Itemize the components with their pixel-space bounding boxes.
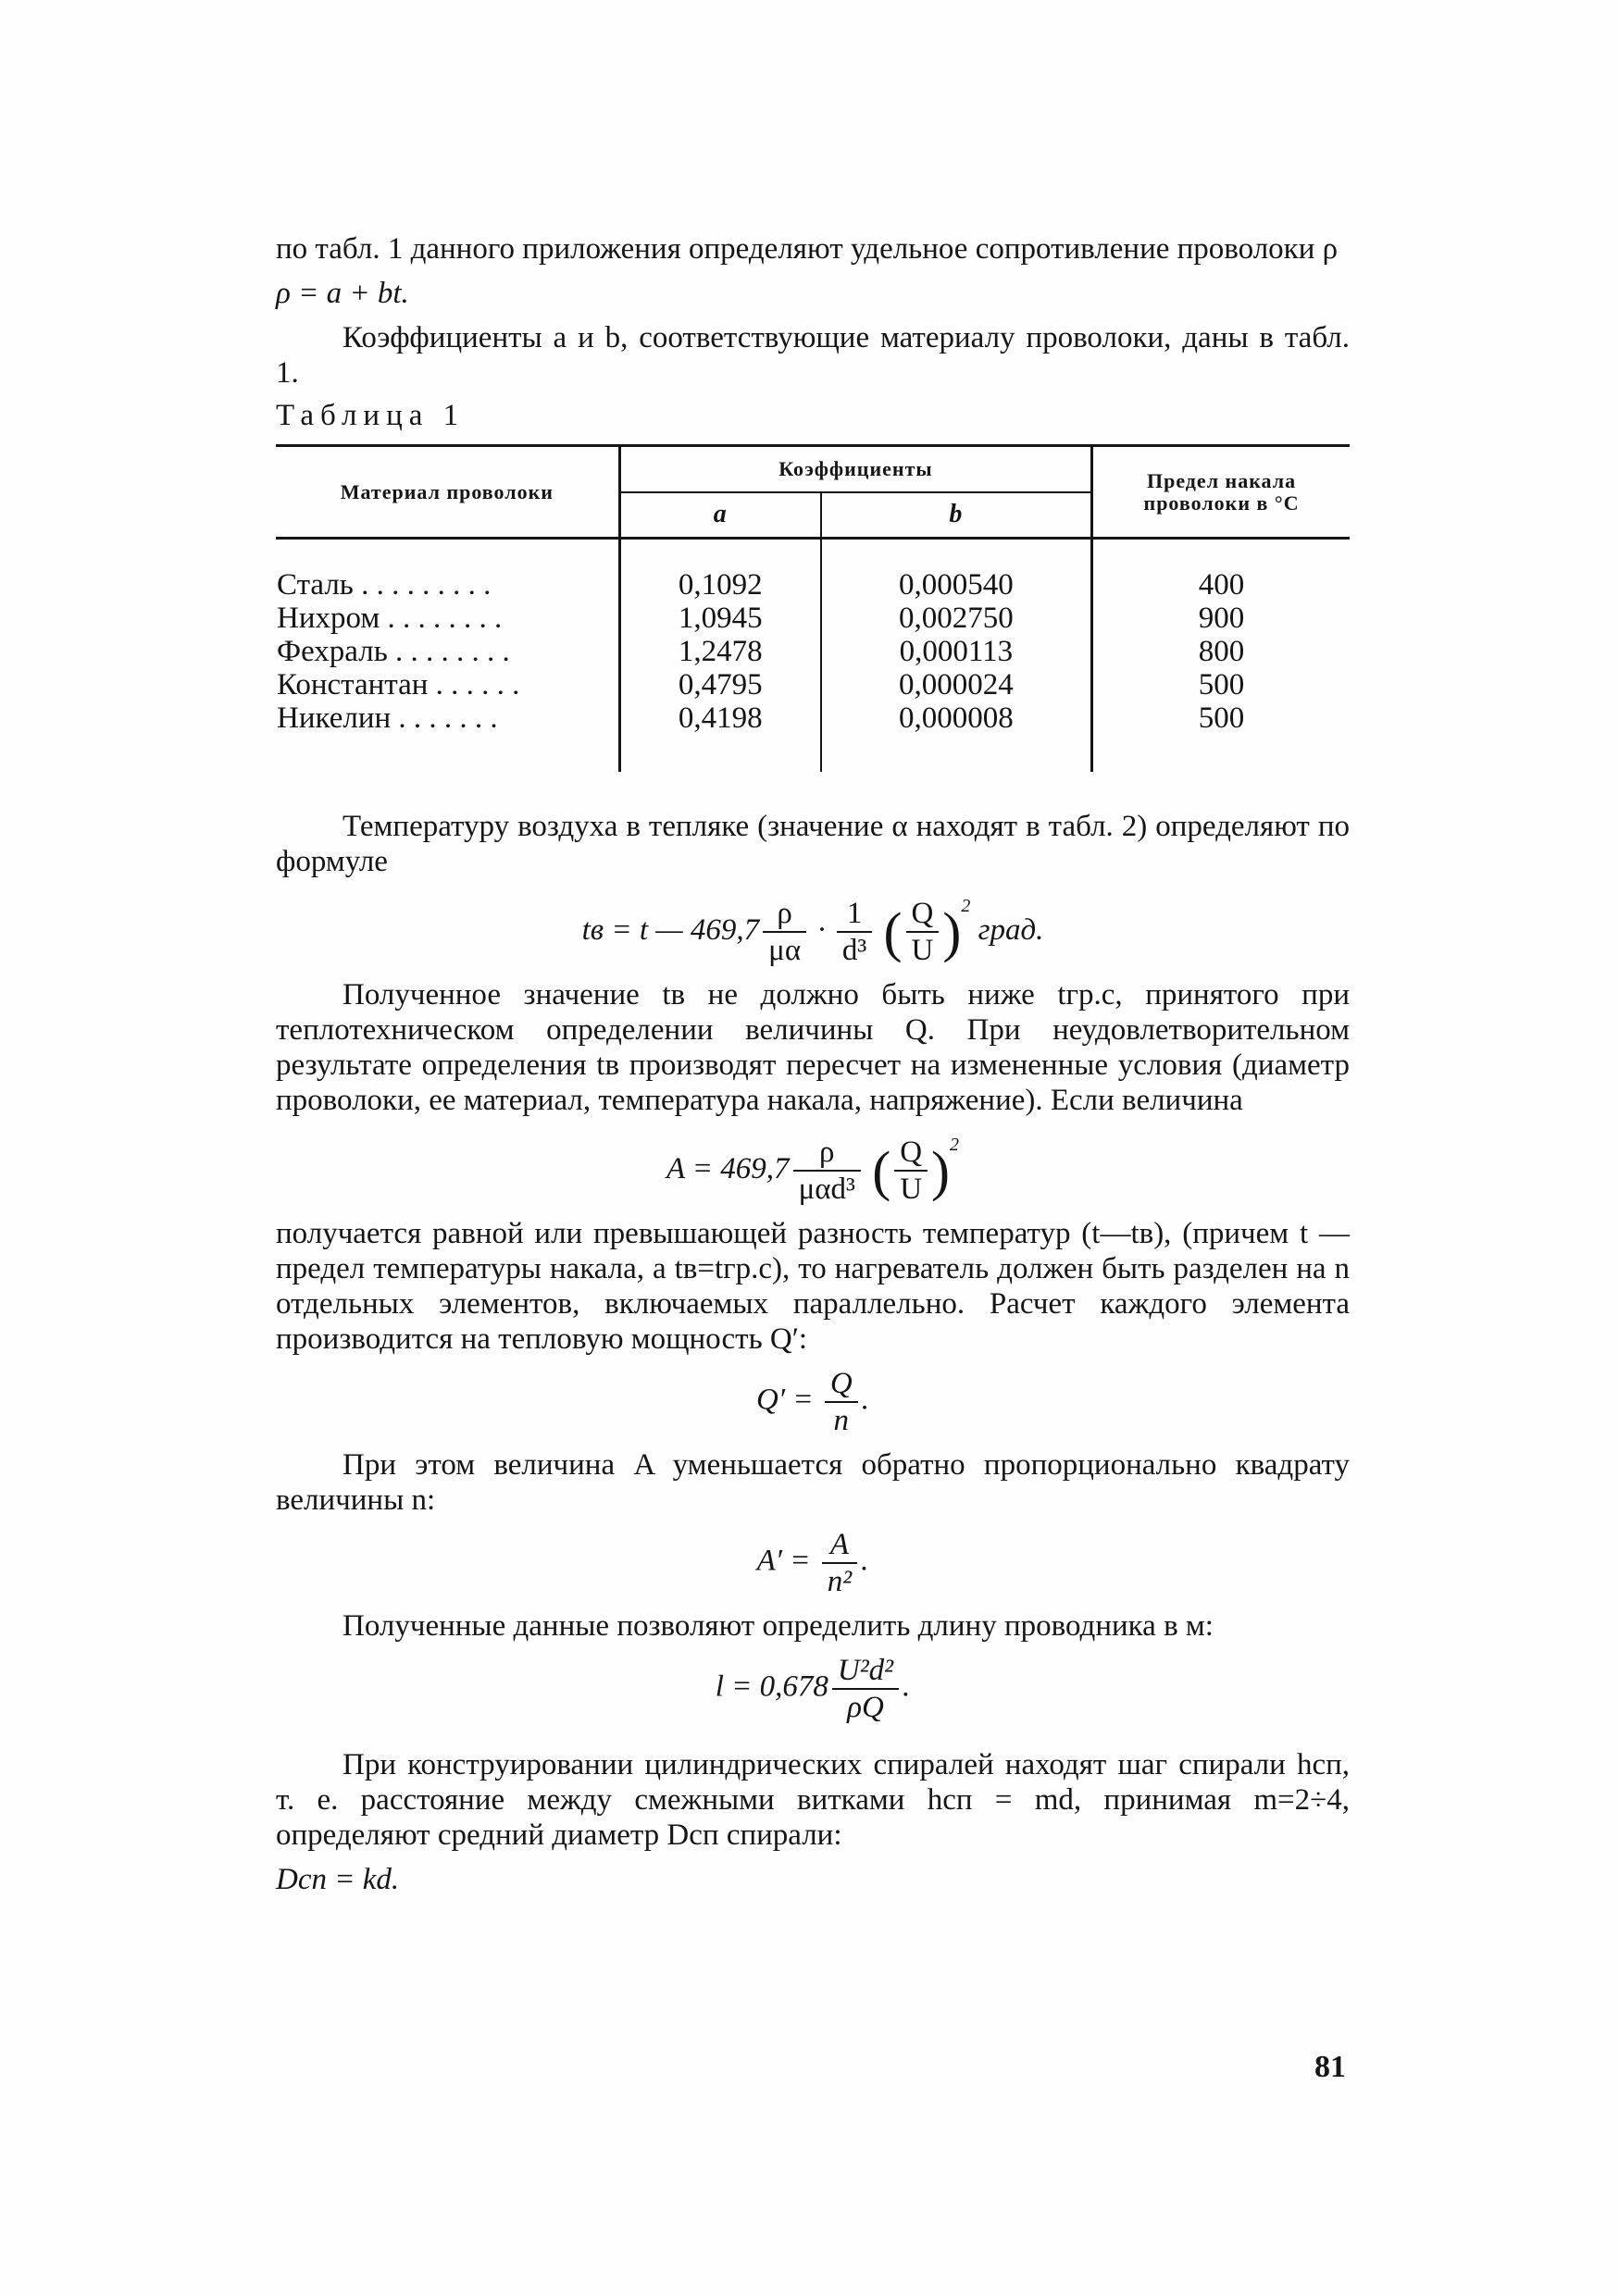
formula-q-prime <box>276 1366 1350 1438</box>
formula-a: A = 469,7 $\frac{\rho}{\text{μαd³}}$ ( $\frac{Q}{U}$ )$^2$ <box>666 1134 960 1207</box>
cell-b: 0,000113 <box>821 635 1092 668</box>
cell-material: Сталь . . . . . . . . . <box>276 568 619 602</box>
table-row <box>276 701 1350 735</box>
formula-part: l = 0,678 <box>715 1669 828 1704</box>
header-b: b <box>821 492 1092 539</box>
denominator: n² <box>827 1565 853 1599</box>
header-limit: Предел накала проволоки в °С <box>1143 468 1300 515</box>
numerator: Q <box>906 896 940 933</box>
formula-part: tв = t — 469,7 <box>581 912 760 947</box>
denominator: ρQ <box>847 1691 884 1725</box>
fraction <box>832 1653 899 1725</box>
exponent: 2 <box>950 1134 960 1155</box>
paragraph-split: получается равной или превышающей разность температур (t—tв), (причем t — предел температуры накала, а tв=tгр.с), то нагреватель должен быть разделен на n отдельных элементов, включаемых параллельно. Расчет каждого элемента производится на тепловую мощность Q′: <box>276 1217 1350 1357</box>
cell-material: Константан . . . . . . <box>276 668 619 701</box>
denominator: μα <box>768 933 802 967</box>
formula-a-prime <box>276 1527 1350 1599</box>
cell-a: 1,0945 <box>619 602 821 635</box>
fraction <box>822 1527 857 1599</box>
header-material: Материал проволоки <box>276 446 619 539</box>
formula-part: A′ = <box>756 1544 811 1578</box>
table-label: Таблица 1 <box>276 399 466 432</box>
punctuation: . <box>861 1383 869 1417</box>
paragraph-length: Полученные данные позволяют определить длину проводника в м: <box>342 1609 1214 1644</box>
table-body <box>276 539 1350 772</box>
cell-material: Фехраль . . . . . . . . <box>276 635 619 668</box>
cell-b: 0,000008 <box>821 701 1092 735</box>
cell-a: 0,4198 <box>619 701 821 735</box>
denominator: d³ <box>841 933 867 967</box>
numerator: U²d² <box>832 1653 899 1690</box>
formula-part: A = 469,7 <box>666 1151 790 1185</box>
fraction <box>837 896 872 968</box>
denominator: U <box>900 1173 923 1207</box>
denominator: n <box>833 1404 850 1438</box>
numerator: Q <box>894 1135 928 1172</box>
cell-limit: 800 <box>1198 634 1245 668</box>
numerator: ρ <box>763 896 806 933</box>
paragraph-temperature: Температуру воздуха в тепляке (значение α находят в табл. 2) определяют по формуле <box>276 809 1350 878</box>
punctuation: . <box>903 1669 911 1704</box>
fraction <box>906 896 940 968</box>
table-row <box>276 635 1350 668</box>
cell-a: 0,1092 <box>619 568 821 602</box>
fraction <box>793 1135 861 1207</box>
operator: · <box>817 912 826 947</box>
cell-b: 0,000024 <box>821 668 1092 701</box>
numerator: ρ <box>793 1135 861 1172</box>
cell-limit: 500 <box>1198 667 1245 701</box>
denominator: U <box>911 933 934 967</box>
cell-b: 0,000540 <box>821 568 1092 602</box>
paragraph-intro: по табл. 1 данного приложения определяют удельное сопротивление проволоки ρ <box>276 232 1339 266</box>
paragraph-decrease: При этом величина A уменьшается обратно пропорционально квадрату величины n: <box>276 1448 1350 1518</box>
table-row <box>276 568 1350 602</box>
punctuation: . <box>861 1544 869 1578</box>
paragraph-spirals: При конструировании цилиндрических спиралей находят шаг спирали hсп, т. е. расстояние между смежными витками hсп = md, принимая m=2÷4, определяют средний диаметр Dсп спирали: <box>276 1748 1350 1853</box>
table-row <box>276 602 1350 635</box>
exponent: 2 <box>961 895 971 916</box>
cell-a: 0,4795 <box>619 668 821 701</box>
formula-resistivity: ρ = a + bt. <box>276 277 409 310</box>
paragraph-verification: Полученное значение tв не должно быть ниже tгр.с, принятого при теплотехническом определении величины Q. При неудовлетворительном результате определения tв производят пересчет на измененные условия (диаметр проволоки, ее материал, температура накала, напряжение). Если величина <box>276 977 1350 1117</box>
formula-length <box>276 1653 1350 1725</box>
numerator: 1 <box>837 896 872 933</box>
cell-material: Нихром . . . . . . . . <box>276 602 619 635</box>
table-row <box>276 668 1350 701</box>
cell-limit: 900 <box>1198 601 1245 635</box>
formula-air-temperature: tв = t — 469,7 $\frac{\rho}{\mu\alpha}$ · $\frac{1}{\text{d³}}$ ( $\frac{Q}{U}$ )$^2$ град. <box>581 895 1044 967</box>
cell-b: 0,002750 <box>821 602 1092 635</box>
numerator: A <box>822 1527 857 1564</box>
paragraph-coefficients: Коэффициенты a и b, соответствующие материалу проволоки, даны в табл. 1. <box>276 321 1350 390</box>
header-coefficients: Коэффициенты <box>619 446 1091 492</box>
cell-limit: 400 <box>1198 567 1245 602</box>
cell-limit: 500 <box>1198 701 1245 735</box>
numerator: Q <box>825 1366 858 1403</box>
fraction <box>825 1366 858 1438</box>
page-body <box>276 231 1350 1906</box>
fraction <box>894 1135 928 1207</box>
formula-diameter: Dсп = kd. <box>276 1863 400 1897</box>
formula-part: Q′ = <box>756 1383 814 1417</box>
wire-properties-table <box>276 444 1350 772</box>
cell-a: 1,2478 <box>619 635 821 668</box>
unit: град. <box>978 912 1044 947</box>
denominator: μαd³ <box>798 1173 855 1207</box>
fraction <box>763 896 806 968</box>
header-a: a <box>619 492 821 539</box>
page-number: 81 <box>1314 2050 1346 2084</box>
cell-material: Никелин . . . . . . . <box>276 701 619 735</box>
